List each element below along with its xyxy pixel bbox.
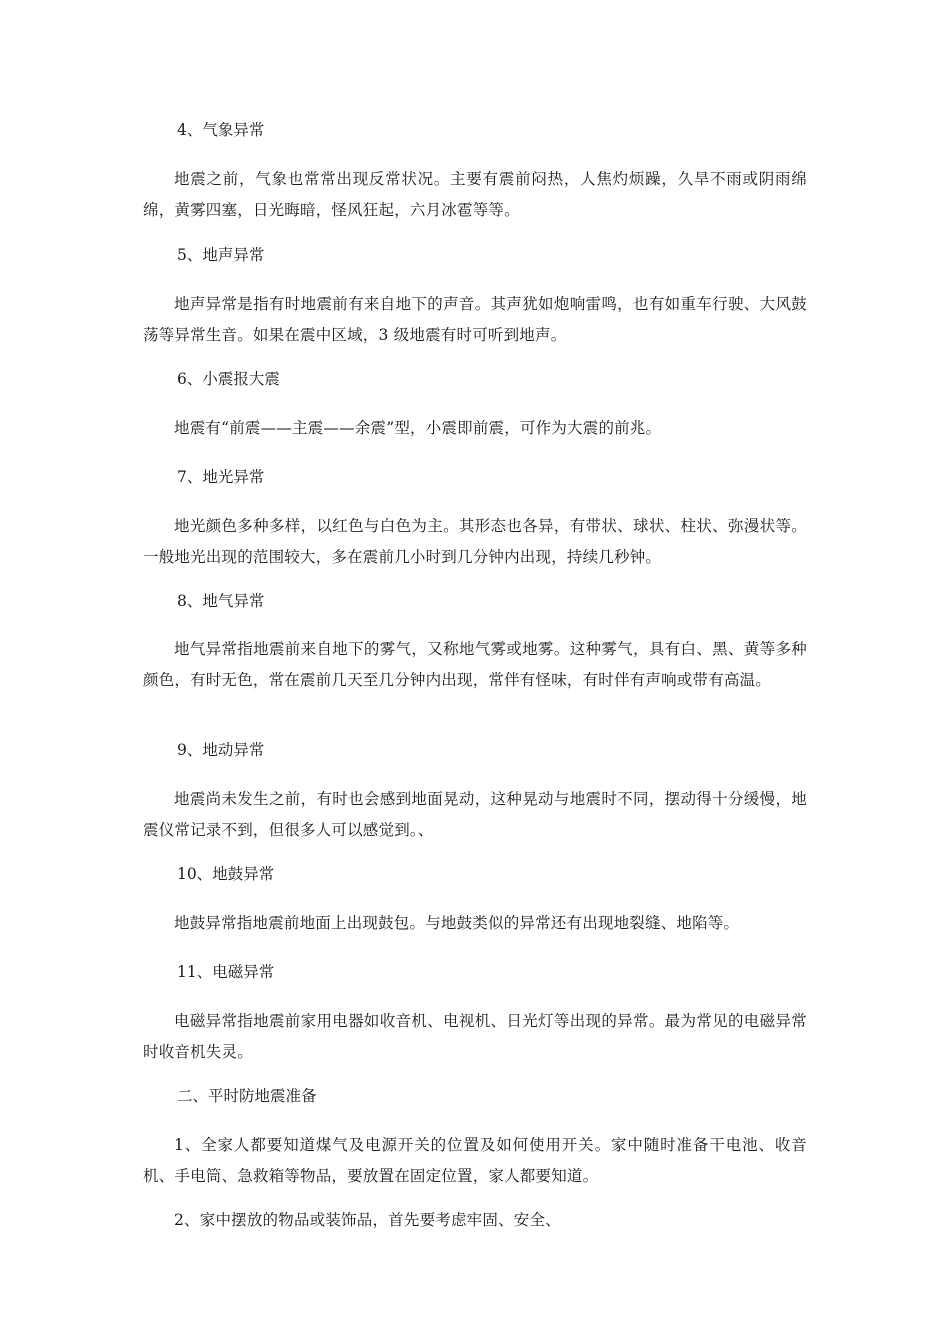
part-two-item-1: 1、全家人都要知道煤气及电源开关的位置及如何使用开关。家中随时准备干电池、收音机、手电筒、急救箱等物品，要放置在固定位置，家人都要知道。: [143, 1136, 807, 1185]
section-heading-ground-bulge: 10、地鼓异常: [177, 865, 275, 883]
section-body-gas: 地气异常指地震前来自地下的雾气，又称地气雾或地雾。这种雾气，具有白、黑、黄等多种颜色，有时无色，常在震前几天至几分钟内出现，常伴有怪味，有时伴有声响或带有高温。: [143, 640, 807, 689]
section-body-ground-bulge: 地鼓异常指地震前地面上出现鼓包。与地鼓类似的异常还有出现地裂缝、地陷等。: [174, 914, 740, 932]
section-body-light: 地光颜色多种多样，以红色与白色为主。其形态也各异，有带状、球状、柱状、弥漫状等。一般地光出现的范围较大，多在震前几小时到几分钟内出现，持续几秒钟。: [143, 517, 807, 566]
section-body-weather: 地震之前，气象也常常出现反常状况。主要有震前闷热，人焦灼烦躁，久旱不雨或阴雨绵绵，黄雾四塞，日光晦暗，怪风狂起，六月冰雹等等。: [143, 170, 807, 219]
part-two-item-2: 2、家中摆放的物品或装饰品，首先要考虑牢固、安全、: [174, 1211, 561, 1229]
section-heading-weather: 4、气象异常: [177, 121, 265, 139]
section-body-electromagnetic: 电磁异常指地震前家用电器如收音机、电视机、日光灯等出现的异常。最为常见的电磁异常时收音机失灵。: [143, 1012, 807, 1061]
section-body-foreshock: 地震有“前震——主震——余震”型，小震即前震，可作为大震的前兆。: [174, 419, 662, 437]
section-body-sound: 地声异常是指有时地震前有来自地下的声音。其声犹如炮响雷鸣，也有如重车行驶、大风鼓荡等异常生音。如果在震中区域，3 级地震有时可听到地声。: [143, 295, 807, 344]
section-heading-foreshock: 6、小震报大震: [177, 370, 280, 388]
section-heading-sound: 5、地声异常: [177, 246, 265, 264]
part-two-heading: 二、平时防地震准备: [177, 1087, 317, 1105]
section-heading-gas: 8、地气异常: [177, 592, 265, 610]
section-heading-electromagnetic: 11、电磁异常: [177, 963, 275, 981]
section-body-ground-motion: 地震尚未发生之前，有时也会感到地面晃动，这种晃动与地震时不同，摆动得十分缓慢，地震仪常记录不到，但很多人可以感觉到。、: [143, 790, 807, 839]
section-heading-ground-motion: 9、地动异常: [177, 741, 265, 759]
section-heading-light: 7、地光异常: [177, 468, 265, 486]
